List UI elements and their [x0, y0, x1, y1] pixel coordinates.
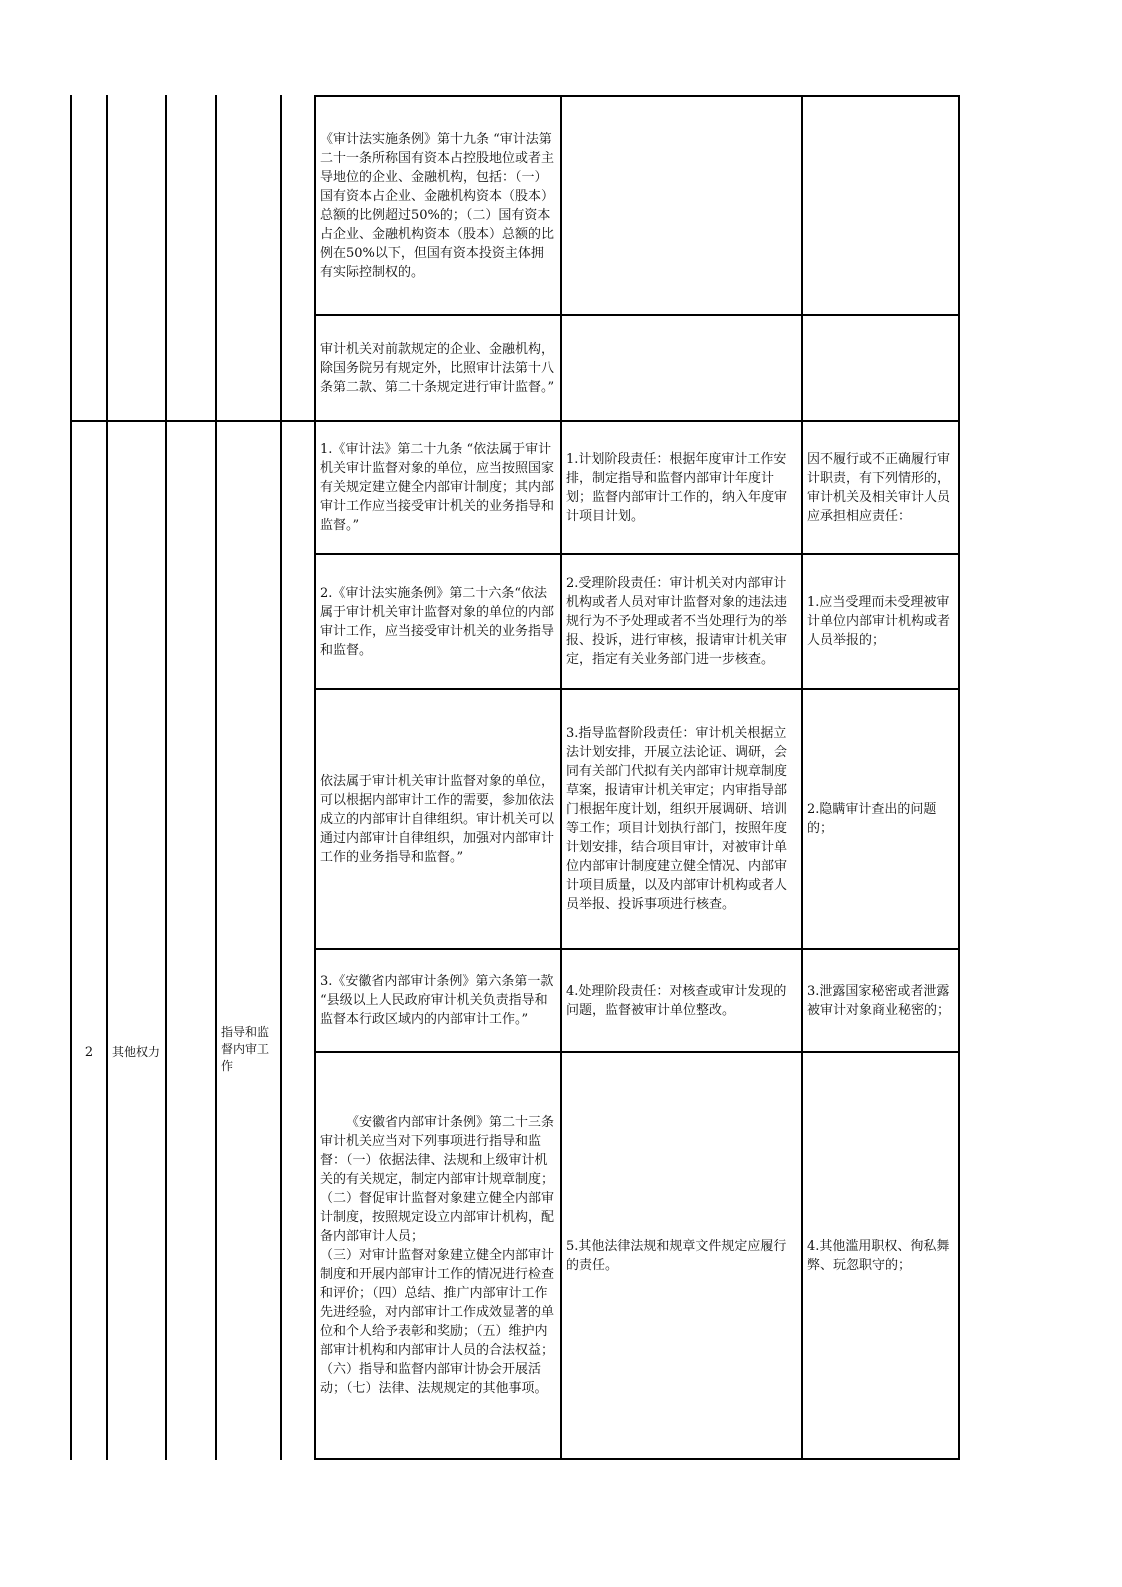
grid-line	[958, 95, 960, 1460]
basis-text: 3.《安徽省内部审计条例》第六条第一款 “县级以上人民政府审计机关负责指导和监督本行政区域内的内部审计工作。”	[320, 974, 558, 1027]
category-cell	[108, 1032, 165, 1072]
grid-line	[70, 95, 72, 1460]
grid-line	[106, 95, 108, 1460]
power-name: 指导和监督内审工作	[221, 1024, 270, 1073]
accountability-cell	[803, 555, 958, 688]
responsibility-cell	[562, 1053, 801, 1458]
grid-line	[165, 95, 167, 1460]
index-cell	[72, 1032, 106, 1072]
basis-cell	[316, 950, 560, 1051]
basis-cell	[316, 316, 560, 420]
basis-cell	[316, 1053, 560, 1458]
grid-line	[215, 95, 217, 1460]
grid-line	[280, 95, 282, 1460]
basis-text: 依法属于审计机关审计监督对象的单位，可以根据内部审计工作的需要，参加依法成立的内部审计自律组织。审计机关可以通过内部审计自律组织，加强对内部审计工作的业务指导和监督。”	[320, 773, 555, 865]
basis-cell	[316, 422, 560, 553]
responsibility-cell	[562, 555, 801, 688]
category-text: 其他权力	[112, 1044, 161, 1059]
responsibility-cell	[562, 950, 801, 1051]
accountability-cell	[803, 1053, 958, 1458]
accountability-text: 2.隐瞒审计查出的问题的；	[807, 802, 937, 836]
responsibility-text: 2.受理阶段责任：审计机关对内部审计机构或者人员对审计监督对象的违法违规行为不予处理或者不当处理行为的举报、投诉，进行审核，报请审计机关审定，指定有关业务部门进一步核查。	[566, 576, 788, 667]
accountability-text: 1.应当受理而未受理被审计单位内部审计机构或者人员举报的；	[807, 595, 951, 648]
row-index: 2	[84, 1044, 94, 1060]
basis-text: 2.《审计法实施条例》第二十六条“依法属于审计机关审计监督对象的单位的内部审计工作，应当接受审计机关的业务指导和监督。	[320, 585, 555, 658]
accountability-cell	[803, 690, 958, 948]
basis-cell	[316, 690, 560, 948]
responsibility-text: 1.计划阶段责任：根据年度审计工作安排，制定指导和监督内部审计年度计划；监督内部审计工作的，纳入年度审计项目计划。	[566, 451, 788, 524]
basis-text: 《审计法实施条例》第十九条 “审计法第二十一条所称国有资本占控股地位或者主导地位的企业、金融机构，包括：（一）国有资本占企业、金融机构资本（股本）总额的比例超过50%的；（二）国有资本占企业、金融机构资本（股本）总额的比例在50%以下，但国有资本投资主体拥有实际控制权的。	[320, 131, 555, 280]
basis-text: 1.《审计法》第二十九条 “依法属于审计机关审计监督对象的单位，应当按照国家有关规定建立健全内部审计制度；其内部审计工作应当接受审计机关的业务指导和监督。”	[320, 442, 555, 533]
responsibility-cell	[562, 690, 801, 948]
responsibility-text: 5.其他法律法规和规章文件规定应履行的责任。	[566, 1238, 787, 1273]
accountability-text: 因不履行或不正确履行审计职责，有下列情形的，审计机关及相关审计人员应承担相应责任：	[807, 451, 951, 524]
basis-text: 审计机关对前款规定的企业、金融机构，除国务院另有规定外，比照审计法第十八条第二款、第二十条规定进行审计监督。”	[320, 341, 555, 395]
name-cell	[217, 1018, 280, 1080]
basis-text: 《安徽省内部审计条例》第二十三条 审计机关应当对下列事项进行指导和监督：（一）依据法律、法规和上级审计机关的有关规定，制定内部审计规章制度； （二）督促审计监督对象建立健全内部审计制度，按照规定设立内部审计机构，配备内部审计人员； （三）对审计监督对象建立健全内部审计制度和开展内部审计工作的情况进行检查和评价；（四）总结、推广内部审计工作先进经验，对内部审计工作成效显著的单位和个人给予表彰和奖励；（五）维护内部审计机构和内部审计人员的合法权益；（六）指导和监督内部审计协会开展活动；（七）法律、法规规定的其他事项。	[320, 1115, 555, 1396]
accountability-cell	[803, 950, 958, 1051]
grid-line	[314, 1458, 960, 1460]
responsibility-text: 4.处理阶段责任：对核查或审计发现的问题，监督被审计单位整改。	[566, 983, 787, 1018]
accountability-cell	[803, 422, 958, 553]
accountability-text: 3.泄露国家秘密或者泄露被审计对象商业秘密的；	[807, 983, 951, 1018]
responsibility-text: 3.指导监督阶段责任：审计机关根据立法计划安排，开展立法论证、调研，会同有关部门代拟有关内部审计规章制度草案，报请审计机关审定；内审指导部门根据年度计划，组织开展调研、培训等工作；项目计划执行部门，按照年度计划安排，结合项目审计，对被审计单位内部审计制度建立健全情况、内部审计项目质量，以及内部审计机构或者人员举报、投诉事项进行核查。	[566, 726, 788, 912]
basis-cell	[316, 97, 560, 314]
responsibility-cell	[562, 422, 801, 553]
basis-cell	[316, 555, 560, 688]
accountability-text: 4.其他滥用职权、徇私舞弊、玩忽职守的；	[807, 1238, 950, 1273]
